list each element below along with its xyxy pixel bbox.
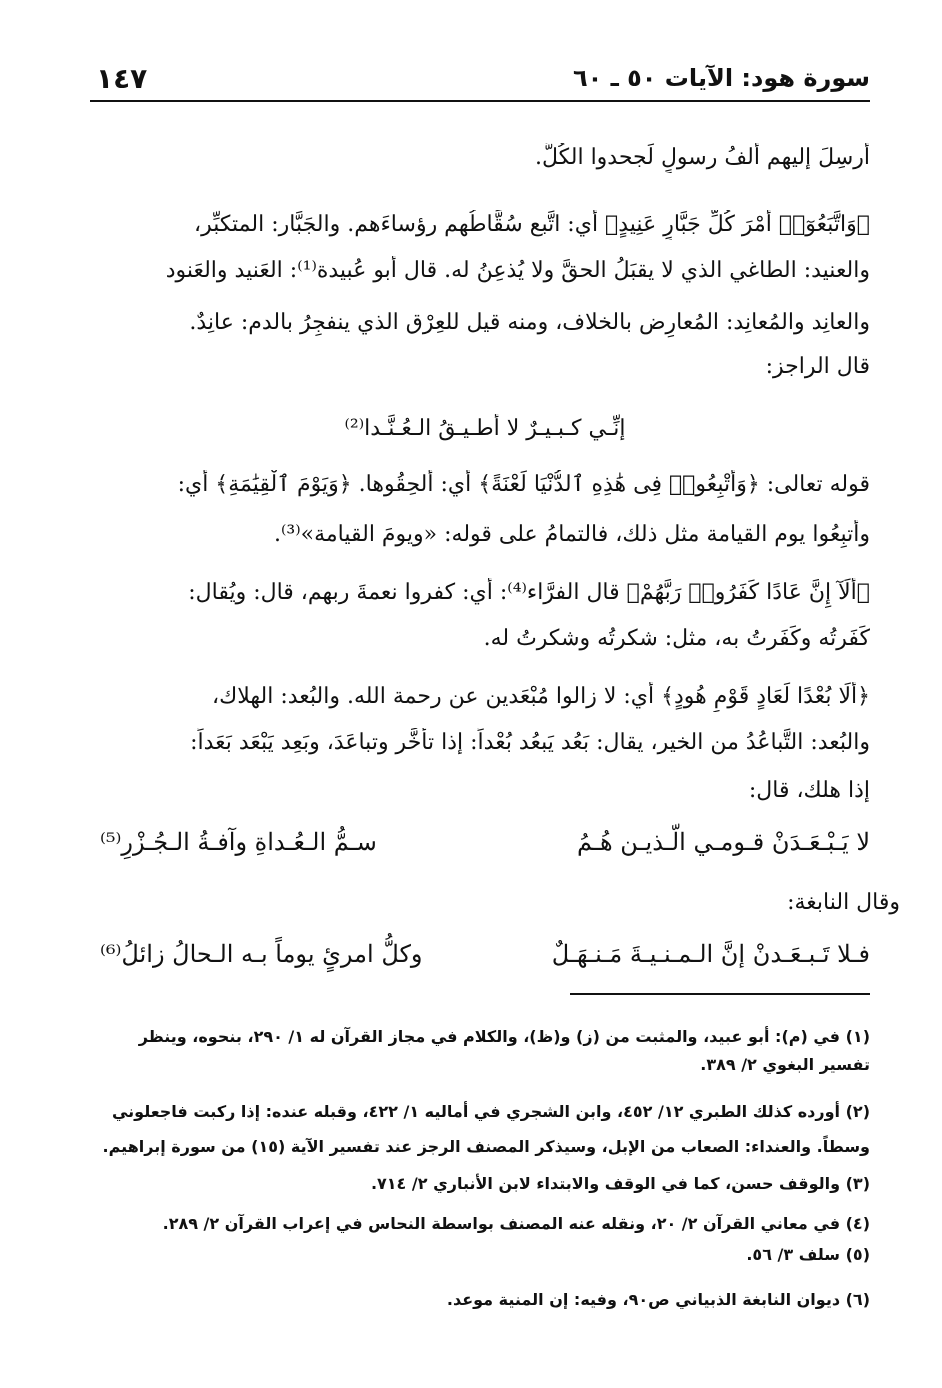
poem-verse-2 <box>100 940 870 980</box>
footnote-separator <box>570 993 870 995</box>
footnote-line: وسطاً. والعنداء: الصعاب من الإبل، وسيذكر المصنف الرجز عند تفسير الآية (١٥) من سورة إبراهيم. <box>102 1137 870 1156</box>
body-line: والعنيد: الطاغي الذي لا يقبَلُ الحقَّ ولا يُذعِنُ له. قال أبو عُبيدة⁽¹⁾: العَنيد والعَنود <box>165 258 870 283</box>
verse-second-hemistich: وكلُّ امرئٍ يوماً بـه الـحالُ زائلُ⁽⁶⁾ <box>100 940 423 968</box>
running-title: سورة هود: الآيات ٥٠ ـ ٦٠ <box>572 64 870 92</box>
footnote-line: تفسير البغوي ٢/ ٣٨٩. <box>700 1055 870 1074</box>
footnote-line: (١) في (م): أبو عبيد، والمثبت من (ز) و(ظ)، والكلام في مجاز القرآن له ١/ ٢٩٠، بنحوه، وينظر <box>138 1027 870 1046</box>
body-line: ﴿وَاتَّبَعُوٓا۟ أَمْرَ كُلِّ جَبَّارٍ عَنِيدٍ﴾ أي: اتَّبع سُقَّاطُهم رؤساءَهم. والجَبَّار: المتكبِّر، <box>194 212 870 237</box>
body-line: وأُتبِعُوا يوم القيامة مثل ذلك، فالتمامُ على قوله: «ويومَ القيامة»⁽³⁾. <box>273 522 870 547</box>
body-line: والبُعد: التَّباعُدُ من الخير، يقال: بَعُد يَبعُد بُعْداً: إذا تأخَّر وتباعَدَ، وبَعِد يَبْعَد بَعَداً: <box>190 730 870 755</box>
footnote-line: (٥) سلف ٣/ ٥٦. <box>746 1245 870 1264</box>
rajaz-verse: إنِّـي كـبـيـرٌ لا أُطـيـقُ الـعُـنَّـدا⁽²⁾ <box>344 416 626 441</box>
footnote-line: (٣) والوقف حسن، كما في الوقف والابتداء لابن الأنباري ٢/ ٧١٤. <box>370 1174 870 1193</box>
page-number: ١٤٧ <box>96 62 148 95</box>
body-line: ﴿أَلَا بُعْدًا لِّعَادٍ قَوْمِ هُودٍ﴾ أي: لا زالوا مُبْعَدين عن رحمة الله. والبُعد: الهلاك، <box>212 684 870 709</box>
footnote-line: (٤) في معاني القرآن ٢/ ٢٠، ونقله عنه المصنف بواسطة النحاس في إعراب القرآن ٢/ ٢٨٩. <box>162 1214 870 1233</box>
body-line: إذا هلك، قال: <box>748 778 870 803</box>
verse-second-hemistich: سـمُّ الـعُـداةِ وآفـةُ الـجُـزْرِ⁽⁵⁾ <box>100 828 377 856</box>
body-line: قوله تعالى: ﴿وَأُتْبِعُوا۟ فِى هَٰذِهِ ٱلدُّنْيَا لَعْنَةً﴾ أي: أُلحِقُوها. ﴿وَيَوْمَ ٱلْقِيَٰمَةِ﴾ أي: <box>177 472 870 497</box>
body-line: أُرسِلَ إليهم ألفُ رسولٍ لَجحدوا الكُلَّ. <box>534 145 870 170</box>
poet-intro: وقال النابغة: <box>787 890 900 915</box>
body-line: ﴿أَلَآ إِنَّ عَادًا كَفَرُوا۟ رَبَّهُمْ﴾ قال الفرَّاء⁽⁴⁾: أي: كفروا نعمةَ ربهم، قال: ويُقال: <box>188 580 870 605</box>
page-header <box>90 62 870 102</box>
poem-verse-1 <box>100 828 870 868</box>
body-line: قال الراجز: <box>765 354 870 379</box>
verse-first-hemistich: فـلا تَـبـعَـدنْ إنَّ الـمـنـيـةَ مَـنـهَـلٌ <box>551 940 870 968</box>
footnote-line: (٦) ديوان النابغة الذبياني ص٩٠، وفيه: إن المنية موعد. <box>446 1290 870 1309</box>
verse-first-hemistich: لا يَـبْـعَـدَنْ قـومـي الّـذيـن هُـمُ <box>576 828 870 856</box>
body-line: كَفَرتُه وكَفَرتُ به، مثل: شكرتُه وشكرتُ له. <box>483 626 870 651</box>
body-line: والعانِد والمُعانِد: المُعارِض بالخلاف، ومنه قيل للعِرْق الذي ينفجِرُ بالدم: عانِدٌ. <box>189 310 870 335</box>
header-rule <box>90 100 870 102</box>
footnote-line: (٢) أورده كذلك الطبري ١٢/ ٤٥٢، وابن الشجري في أماليه ١/ ٤٢٢، وقبله عنده: إذا ركبت فاجعلوني <box>111 1102 870 1121</box>
